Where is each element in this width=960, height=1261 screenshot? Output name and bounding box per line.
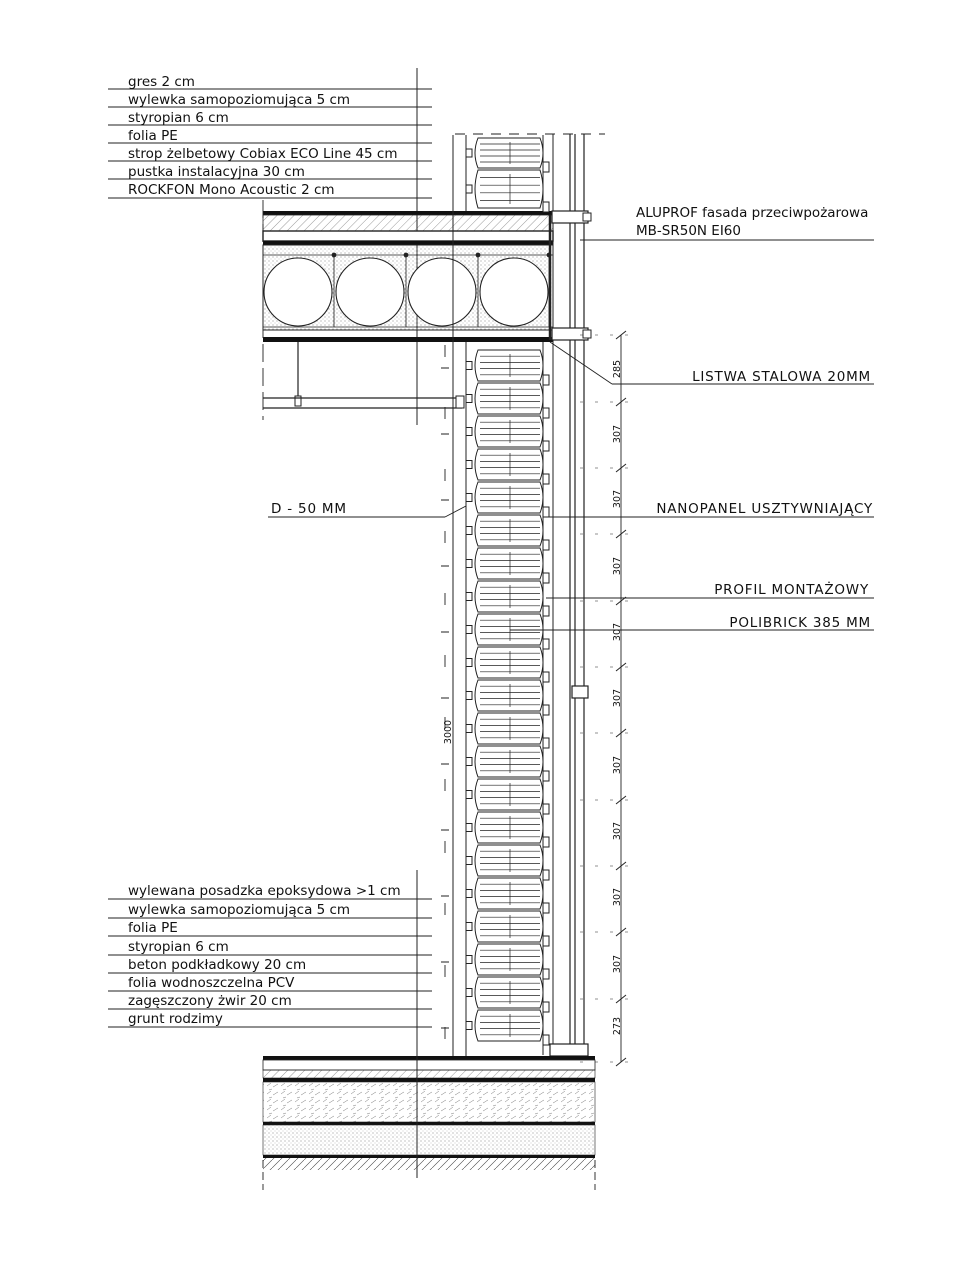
- d50-label: D - 50 MM: [271, 501, 347, 517]
- brick-outline: [475, 779, 543, 810]
- listwa-leader: [550, 342, 612, 384]
- brick-clip: [543, 606, 549, 616]
- polibrick-module: [466, 581, 549, 616]
- facade-transom-clip: [583, 330, 591, 338]
- brick-outline: [475, 845, 543, 876]
- dim-segment: 307: [612, 755, 623, 775]
- ceiling-end-trim: [456, 396, 464, 408]
- brick-anchor: [466, 185, 472, 193]
- floor-pvc: [263, 1122, 595, 1125]
- brick-clip: [543, 1035, 549, 1045]
- slab-top-finish: [263, 211, 553, 215]
- brick-anchor: [466, 824, 472, 832]
- floor-foil: [263, 1078, 595, 1082]
- dim-segment: 273: [612, 1016, 623, 1036]
- slab-screed-band: [263, 215, 553, 231]
- top-layer-rows: [108, 74, 432, 198]
- brick-anchor: [466, 395, 472, 403]
- floor-gravel-bottom: [263, 1155, 595, 1158]
- brick-clip: [543, 870, 549, 880]
- brick-clip: [543, 408, 549, 418]
- polibrick-module: [466, 812, 549, 847]
- floor-screed: [263, 1060, 595, 1070]
- floor-concrete: [263, 1082, 595, 1122]
- dim-segment: 307: [612, 887, 623, 907]
- polibrick-module: [466, 350, 549, 385]
- brick-outline: [475, 350, 543, 381]
- floor-gravel: [263, 1125, 595, 1155]
- brick-clip: [543, 969, 549, 979]
- polibrick-module: [466, 977, 549, 1012]
- brick-anchor: [466, 857, 472, 865]
- dim-total: 3000: [443, 719, 454, 745]
- brick-clip: [543, 639, 549, 649]
- top-layer-label: gres 2 cm: [128, 74, 195, 90]
- floor-insulation: [263, 1070, 595, 1078]
- brick-anchor: [466, 149, 472, 157]
- brick-clip: [543, 903, 549, 913]
- polibrick-module: [466, 647, 549, 682]
- dim-segment: 307: [612, 821, 623, 841]
- brick-anchor: [466, 626, 472, 634]
- profil-label: PROFIL MONTAŻOWY: [714, 582, 869, 598]
- polibrick-module: [466, 878, 549, 913]
- brick-anchor: [466, 593, 472, 601]
- brick-anchor: [466, 362, 472, 370]
- brick-outline: [475, 581, 543, 612]
- suspended-ceiling: [263, 342, 464, 408]
- brick-clip: [543, 573, 549, 583]
- facade-mullion-joint: [572, 686, 588, 698]
- brick-outline: [475, 977, 543, 1008]
- brick-clip: [543, 738, 549, 748]
- bottom-layer-label: styropian 6 cm: [128, 939, 229, 955]
- brick-outline: [475, 515, 543, 546]
- brick-outline: [475, 449, 543, 480]
- brick-outline: [475, 416, 543, 447]
- brick-clip: [543, 672, 549, 682]
- polibrick-module: [466, 845, 549, 880]
- dim-segment: 307: [612, 556, 623, 576]
- polibrick-module: [466, 482, 549, 517]
- brick-anchor: [466, 527, 472, 535]
- brick-anchor: [466, 461, 472, 469]
- top-layer-label: folia PE: [128, 128, 178, 144]
- brick-outline: [475, 911, 543, 942]
- brick-anchor: [466, 692, 472, 700]
- nanopanel-label: NANOPANEL USZTYWNIAJĄCY: [656, 501, 873, 517]
- bottom-layer-label: grunt rodzimy: [128, 1011, 223, 1027]
- polibrick-module: [466, 416, 549, 451]
- top-layer-label: wylewka samopoziomująca 5 cm: [128, 92, 351, 108]
- slab-soffit: [263, 337, 553, 342]
- polibrick-module: [466, 614, 549, 649]
- brick-clip: [543, 375, 549, 385]
- polibrick-module: [466, 449, 549, 484]
- brick-outline: [475, 746, 543, 777]
- polibrick-label: POLIBRICK 385 MM: [729, 615, 871, 631]
- brick-outline: [475, 944, 543, 975]
- slab-insulation-band: [263, 231, 553, 241]
- aluprof-label-line2: MB-SR50N EI60: [636, 223, 741, 239]
- polibrick-module: [466, 911, 549, 946]
- void-former: [264, 258, 332, 326]
- dim-segment: 307: [612, 489, 623, 509]
- bottom-layer-label: folia PE: [128, 920, 178, 936]
- native-soil: [263, 1158, 595, 1170]
- brick-clip: [543, 441, 549, 451]
- polibrick-module: [466, 713, 549, 748]
- brick-anchor: [466, 989, 472, 997]
- brick-clip: [543, 837, 549, 847]
- top-layer-label: styropian 6 cm: [128, 110, 229, 126]
- brick-clip: [543, 202, 549, 212]
- facade-transom-clip: [583, 213, 591, 221]
- bottom-layer-legend: [108, 883, 432, 1027]
- listwa-label: LISTWA STALOWA 20MM: [692, 369, 871, 385]
- brick-outline: [475, 548, 543, 579]
- polibrick-module: [466, 1010, 549, 1045]
- bottom-layer-label: folia wodnoszczelna PCV: [128, 975, 295, 991]
- bottom-layer-label: wylewana posadzka epoksydowa >1 cm: [128, 883, 401, 899]
- top-layer-label: pustka instalacyjna 30 cm: [128, 164, 305, 180]
- brick-clip: [543, 804, 549, 814]
- polibrick-module: [466, 170, 549, 212]
- brick-clip: [543, 162, 549, 172]
- brick-outline: [475, 680, 543, 711]
- void-former: [336, 258, 404, 326]
- top-layer-label: strop żelbetowy Cobiax ECO Line 45 cm: [128, 146, 398, 162]
- void-former: [408, 258, 476, 326]
- polibrick-module: [466, 779, 549, 814]
- brick-outline: [475, 482, 543, 513]
- brick-anchor: [466, 659, 472, 667]
- brick-clip: [543, 936, 549, 946]
- dim-segment: 307: [612, 688, 623, 708]
- bottom-layer-label: wylewka samopoziomująca 5 cm: [128, 902, 351, 918]
- aluprof-label-line1: ALUPROF fasada przeciwpożarowa: [636, 205, 869, 221]
- polibrick-module: [466, 680, 549, 715]
- dim-segment: 307: [612, 954, 623, 974]
- brick-anchor: [466, 791, 472, 799]
- slab-foil: [263, 241, 553, 245]
- brick-anchor: [466, 560, 472, 568]
- brick-anchor: [466, 1022, 472, 1030]
- bottom-layer-label: beton podkładkowy 20 cm: [128, 957, 307, 973]
- brick-clip: [543, 771, 549, 781]
- brick-anchor: [466, 956, 472, 964]
- brick-outline: [475, 170, 543, 208]
- brick-clip: [543, 705, 549, 715]
- d50-leader-diag: [445, 506, 466, 517]
- brick-anchor: [466, 494, 472, 502]
- brick-outline: [475, 878, 543, 909]
- brick-clip: [543, 540, 549, 550]
- brick-outline: [475, 614, 543, 645]
- brick-outline: [475, 647, 543, 678]
- brick-outline: [475, 383, 543, 414]
- brick-anchor: [466, 725, 472, 733]
- polibrick-module: [466, 746, 549, 781]
- brick-anchor: [466, 890, 472, 898]
- polibrick-module: [466, 944, 549, 979]
- brick-anchor: [466, 923, 472, 931]
- polibrick-module: [466, 515, 549, 550]
- polibrick-module: [466, 548, 549, 583]
- polibrick-module: [466, 383, 549, 418]
- facade-base: [550, 1044, 588, 1056]
- void-former: [480, 258, 548, 326]
- brick-anchor: [466, 428, 472, 436]
- brick-outline: [475, 713, 543, 744]
- aluprof-facade: [550, 134, 591, 1058]
- dim-segment: 307: [612, 424, 623, 444]
- floor-finish: [263, 1056, 595, 1060]
- dim-segment: 307: [612, 622, 623, 642]
- brick-outline: [475, 138, 543, 168]
- top-layer-label: ROCKFON Mono Acoustic 2 cm: [128, 182, 335, 198]
- bottom-layer-label: zagęszczony żwir 20 cm: [128, 993, 292, 1009]
- brick-clip: [543, 474, 549, 484]
- brick-outline: [475, 1010, 543, 1041]
- dim-segment: 285: [612, 359, 623, 379]
- brick-clip: [543, 507, 549, 517]
- brick-anchor: [466, 758, 472, 766]
- brick-clip: [543, 1002, 549, 1012]
- brick-outline: [475, 812, 543, 843]
- polibrick-module: [466, 138, 549, 172]
